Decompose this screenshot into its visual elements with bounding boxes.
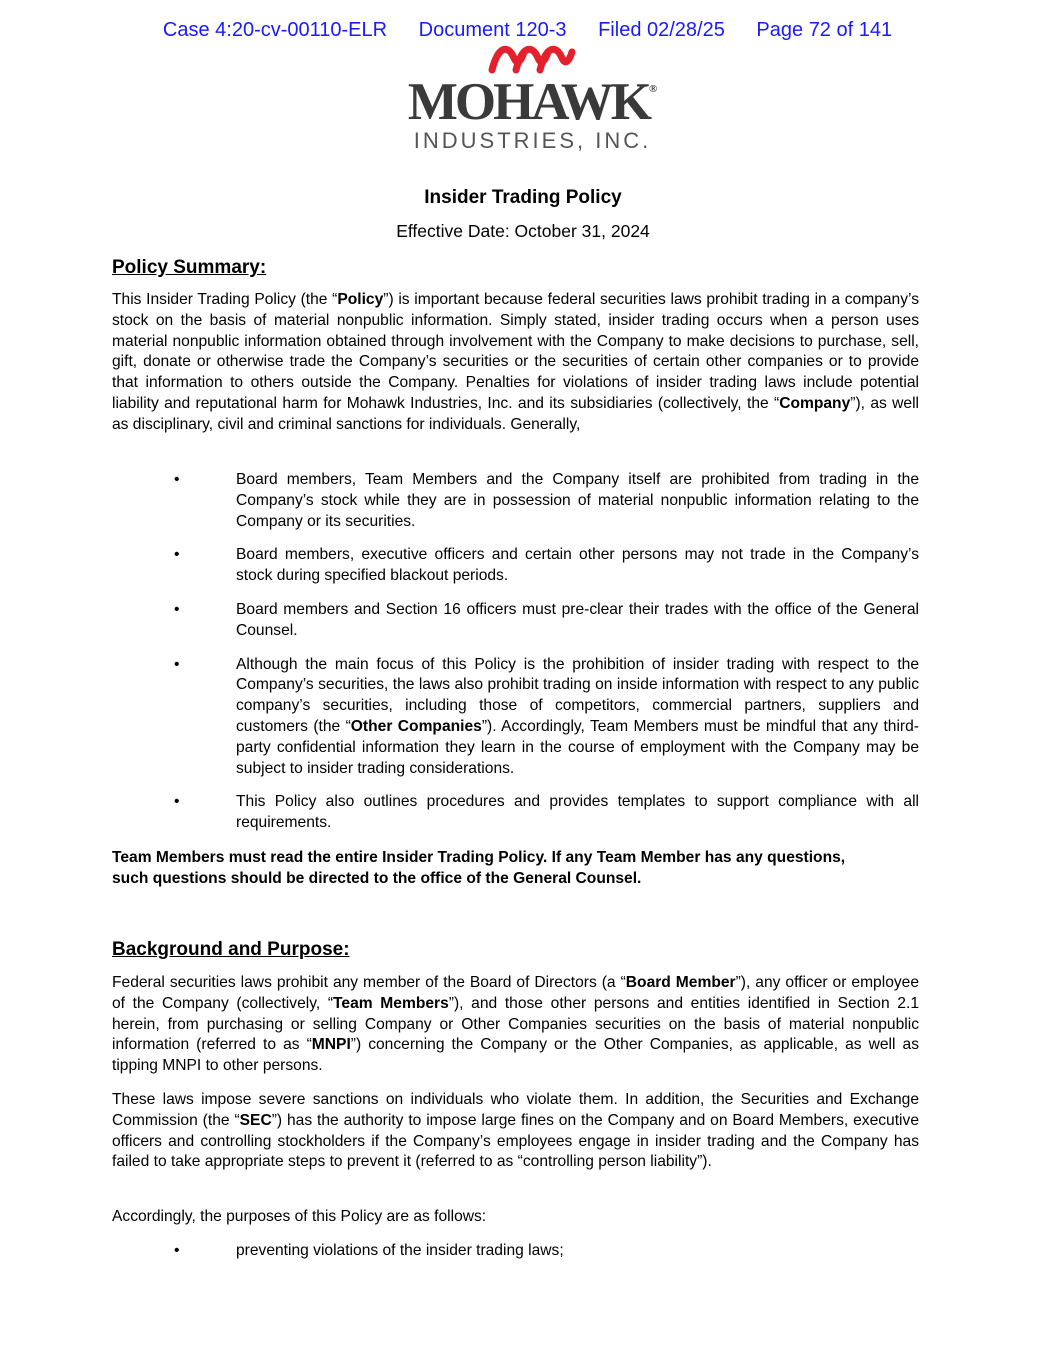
bullet-icon: • [174, 793, 180, 811]
registered-mark: ® [648, 83, 658, 95]
logo-subtitle: INDUSTRIES, INC. [413, 128, 652, 153]
mohawk-wave-mark-icon [486, 38, 578, 76]
team-member-note: Team Members must read the entire Insider Trading Policy. If any Team Member has any questions, such questions should be directed to the office of the General Counsel. [112, 849, 846, 887]
background-heading: Background and Purpose: [112, 939, 350, 960]
background-paragraph-1: Federal securities laws prohibit any member of the Board of Directors (a “Board Member”), any officer or employee of the Company (collectively, “Team Members”), and those other persons and entities identified in Section 2.1 herein, from purchasing or selling Company or Other Companies securities on the basis of material nonpublic information (referred to as “MNPI”) concerning the Company or the Other Companies, as applicable, as well as tipping MNPI to other persons. [112, 974, 920, 1075]
page-number: Page 72 of 141 [756, 19, 893, 41]
policy-title: Insider Trading Policy [424, 187, 622, 208]
logo-wordmark: MOHAWK® [407, 73, 658, 131]
purpose-bullets [112, 1241, 919, 1275]
list-item: • Board members, executive officers and certain other persons may not trade in the Company’s stock during specified blackout periods. [174, 546, 919, 585]
list-item: • Board members, Team Members and the Company itself are prohibited from trading in the Company’s stock while they are in possession of material nonpublic information relating to the Company or its securities. [174, 471, 919, 530]
bullet-icon: • [174, 600, 180, 618]
bullet-icon: • [174, 1242, 180, 1259]
list-item: • Board members and Section 16 officers must pre-clear their trades with the office of the General Counsel. [174, 600, 919, 639]
case-header [0, 19, 1055, 42]
policy-summary-heading: Policy Summary: [112, 257, 267, 278]
filed-date: Filed 02/28/25 [598, 19, 725, 41]
background-paragraph-3: Accordingly, the purposes of this Policy are as follows: [112, 1208, 487, 1225]
policy-summary-bullets [112, 470, 919, 847]
background-paragraph-2: These laws impose severe sanctions on individuals who violate them. In addition, the Securities and Exchange Commission (the “SEC”) has the authority to impose large fines on the Company and on Board Members, executive officers and controlling stockholders if the Company’s employees engage in insider trading and the Company has failed to take appropriate steps to prevent it (referred to as “controlling person liability”). [112, 1091, 919, 1171]
effective-date: Effective Date: October 31, 2024 [396, 221, 650, 241]
bullet-icon: • [174, 546, 180, 564]
bullet-icon: • [174, 471, 180, 488]
policy-summary-intro: This Insider Trading Policy (the “Policy”) is important because federal securities laws prohibit trading in a company’s stock on the basis of material nonpublic information. Simply stated, insider trading occurs when a person uses material nonpublic information obtained through involvement with the Company to make decisions to purchase, sell, gift, donate or otherwise trade the Company’s securities or the securities of certain other companies or to provide that information to others outside the Company. Penalties for violations of insider trading laws include potential liability and reputational harm for Mohawk Industries, Inc. and its subsidiaries (collectively, the “Company”), as well as disciplinary, civil and criminal sanctions for individuals. Generally, [112, 291, 919, 433]
list-item: • preventing violations of the insider trading laws; [112, 1241, 919, 1262]
case-number: Case 4:20-cv-00110-ELR [162, 19, 388, 41]
list-item: • Although the main focus of this Policy is the prohibition of insider trading with respect to the Company’s securities, the laws also prohibit trading on inside information with respect to any public company’s securities, including those of competitors, commercial partners, suppliers and customers (the “Other Companies”). Accordingly, Team Members must be mindful that any third-party confidential information they learn in the course of employment with the Company may be subject to insider trading considerations. [174, 655, 919, 777]
bullet-icon: • [174, 655, 180, 673]
list-item: • This Policy also outlines procedures and provides templates to support compliance with all requirements. [174, 793, 919, 832]
mohawk-logo [390, 38, 675, 158]
document-number: Document 120-3 [418, 19, 567, 41]
